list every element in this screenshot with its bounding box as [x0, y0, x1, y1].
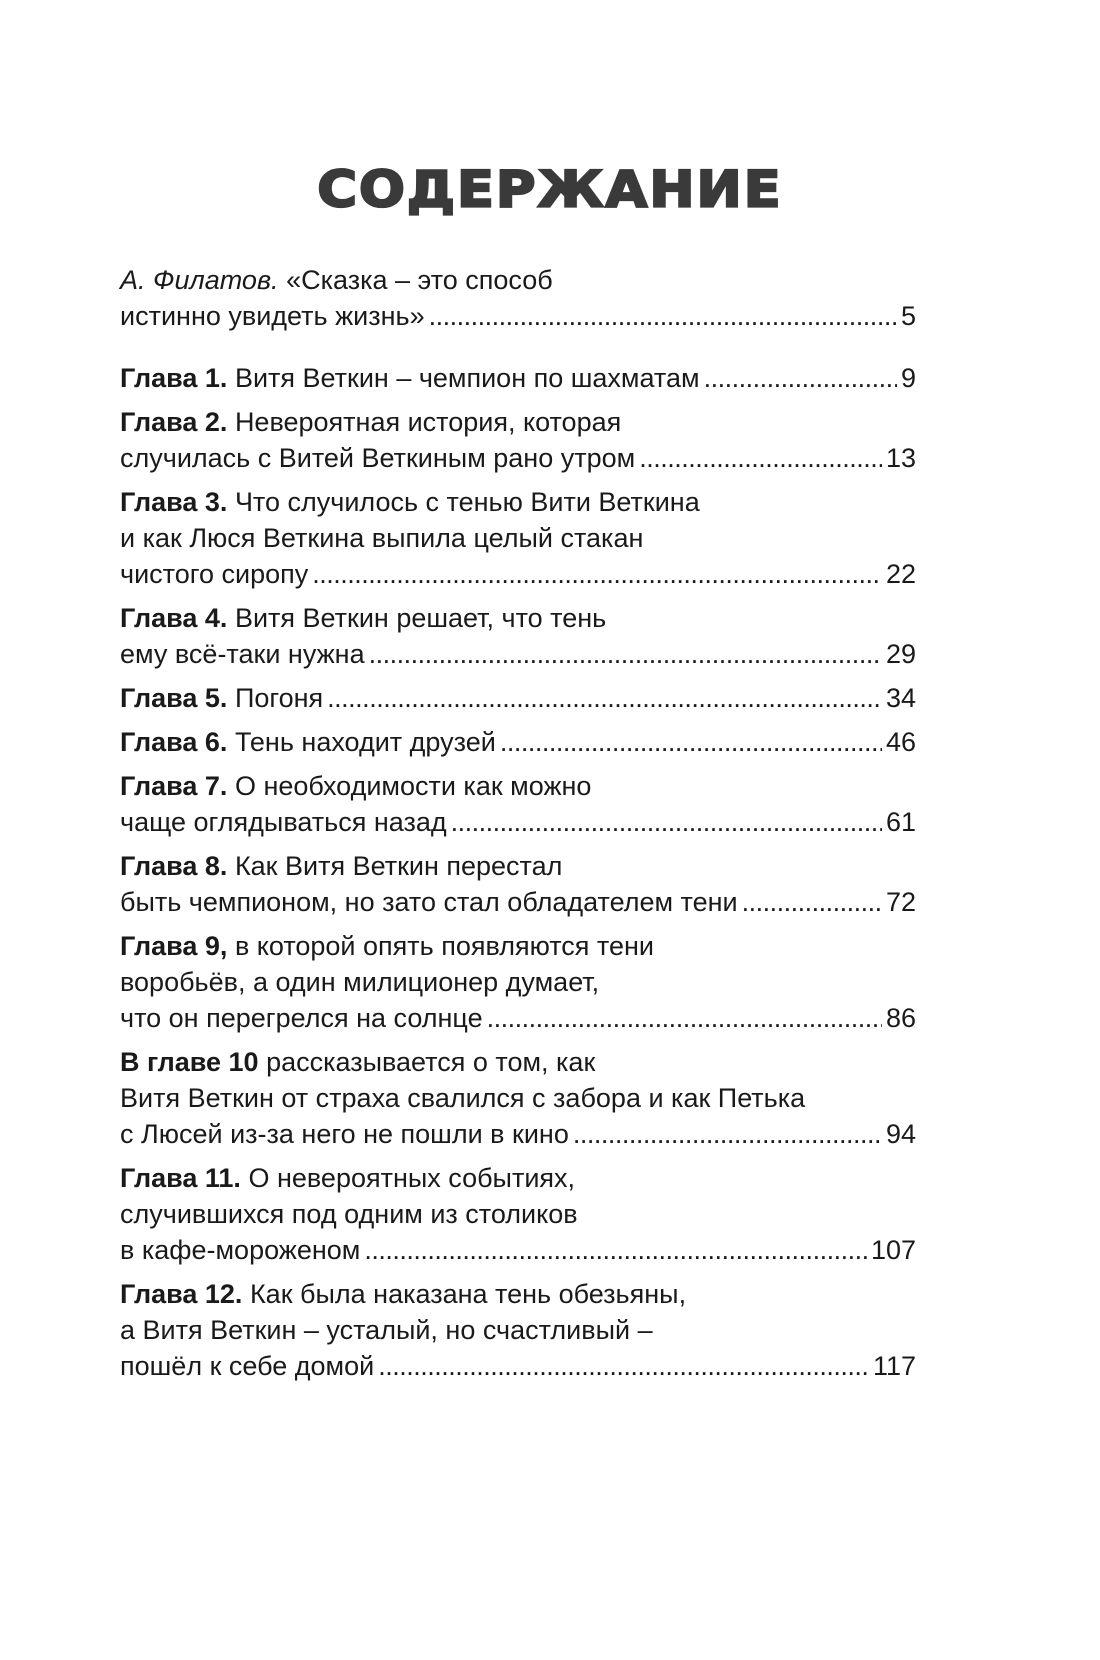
toc-line	[120, 556, 916, 592]
page-number: 46	[885, 727, 916, 757]
chapter-title-line	[120, 1000, 483, 1036]
chapter-title-line	[120, 1047, 595, 1077]
page-number: 5	[900, 301, 916, 331]
chapter-label: Глава 6.	[120, 727, 228, 757]
chapter-label: Глава 4.	[120, 603, 228, 633]
foreword-title-line-1: «Сказка – это способ	[286, 265, 553, 295]
chapter-label: Глава 2.	[120, 407, 228, 437]
toc-line	[120, 724, 916, 760]
toc-line	[120, 298, 916, 334]
page-number: 9	[900, 363, 916, 393]
foreword-title-line-2: истинно увидеть жизнь»	[120, 301, 425, 331]
chapter-title-line	[120, 851, 562, 881]
dot-leader	[639, 440, 882, 476]
foreword-author: А. Филатов.	[120, 265, 279, 295]
toc-line	[120, 804, 916, 840]
toc-entry-chapter	[120, 724, 916, 760]
toc-entry-chapter	[120, 360, 916, 396]
toc-line	[120, 360, 916, 396]
chapter-title-text: О необходимости как можно	[234, 771, 592, 801]
chapter-title-text: в кафе-мороженом	[120, 1235, 361, 1265]
toc-entry-chapter	[120, 600, 916, 672]
chapter-title-line	[120, 771, 591, 801]
toc-entry-chapter	[120, 680, 916, 716]
toc-line	[120, 1080, 916, 1116]
chapter-label: Глава 7.	[120, 771, 228, 801]
chapter-title-text: воробьёв, а один милиционер думает,	[120, 967, 600, 997]
chapter-title-text: а Витя Веткин – усталый, но счастливый –	[120, 1315, 653, 1345]
chapter-title-line	[120, 884, 738, 920]
toc-line	[120, 1196, 916, 1232]
dot-leader	[312, 556, 882, 592]
page-number: 86	[885, 1003, 916, 1033]
chapter-title-text: чистого сиропу	[120, 559, 309, 589]
chapter-title-text: случившихся под одним из столиков	[120, 1199, 578, 1229]
toc-entry-chapter	[120, 848, 916, 920]
page-number: 29	[885, 639, 916, 669]
chapter-title-line	[120, 487, 700, 517]
chapter-title-line	[120, 1199, 578, 1229]
toc-line	[120, 600, 916, 636]
toc-line	[120, 768, 916, 804]
page-number: 13	[885, 443, 916, 473]
chapter-title-line	[120, 1232, 360, 1268]
chapter-title-text: Тень находит друзей	[234, 727, 496, 757]
chapter-title-line	[120, 360, 700, 396]
toc-line	[120, 484, 916, 520]
toc-entry-foreword	[120, 262, 916, 334]
toc-line	[120, 520, 916, 556]
page-number: 72	[885, 887, 916, 917]
toc-line	[120, 636, 916, 672]
chapter-title-text: случилась с Витей Веткиным рано утром	[120, 443, 636, 473]
toc-line	[120, 1232, 916, 1268]
chapter-title-text: что он перегрелся на солнце	[120, 1003, 483, 1033]
toc-entry-chapter	[120, 1160, 916, 1268]
toc-line	[120, 928, 916, 964]
chapter-title-line	[120, 523, 643, 553]
chapter-title-line	[120, 603, 606, 633]
chapter-label: Глава 5.	[120, 683, 228, 713]
chapter-title-text: Погоня	[234, 683, 324, 713]
dot-leader	[704, 360, 897, 396]
toc-line	[120, 680, 916, 716]
chapter-title-line	[120, 1348, 374, 1384]
dot-leader	[573, 1116, 882, 1152]
toc-line	[120, 1000, 916, 1036]
chapter-title-text: Что случилось с тенью Вити Веткина	[234, 487, 700, 517]
chapter-title-text: Невероятная история, которая	[234, 407, 622, 437]
toc-line	[120, 440, 916, 476]
page-number: 94	[885, 1119, 916, 1149]
chapter-label: Глава 3.	[120, 487, 228, 517]
chapter-title-line	[120, 440, 635, 476]
chapter-title-line	[120, 1163, 575, 1193]
chapter-title-text: Как была наказана тень обезьяны,	[249, 1279, 687, 1309]
page-number: 117	[872, 1351, 916, 1381]
chapter-title-text: с Люсей из-за него не пошли в кино	[120, 1119, 569, 1149]
chapter-title-line	[120, 407, 621, 437]
chapter-title-text: ему всё-таки нужна	[120, 639, 365, 669]
chapter-title-text: Витя Веткин от страха свалился с забора и как Петька	[120, 1083, 806, 1113]
chapter-label: Глава 12.	[120, 1279, 243, 1309]
toc-line	[120, 1044, 916, 1080]
chapter-title-text: Витя Веткин решает, что тень	[234, 603, 607, 633]
dot-leader	[500, 724, 882, 760]
dot-leader	[487, 1000, 882, 1036]
page-number: 34	[885, 683, 916, 713]
page-number: 107	[870, 1235, 916, 1265]
chapter-title-text: рассказывается о том, как	[266, 1047, 596, 1077]
table-of-contents	[120, 262, 916, 1384]
chapter-title-line	[120, 967, 599, 997]
toc-line	[120, 404, 916, 440]
chapter-title-line	[120, 724, 496, 760]
toc-line	[120, 262, 916, 298]
toc-line	[120, 964, 916, 1000]
page-title: СОДЕРЖАНИЕ	[317, 160, 783, 219]
chapter-title-line	[120, 680, 323, 716]
chapter-label: Глава 8.	[120, 851, 228, 881]
toc-entry-chapter	[120, 404, 916, 476]
toc-line	[120, 848, 916, 884]
chapter-label: Глава 1.	[120, 363, 228, 393]
chapter-title-text: пошёл к себе домой	[120, 1351, 375, 1381]
dot-leader	[369, 636, 882, 672]
toc-line	[120, 1160, 916, 1196]
chapter-label: Глава 11.	[120, 1163, 241, 1193]
chapter-title-text: в которой опять появляются тени	[234, 931, 654, 961]
chapter-label: В главе 10	[120, 1047, 259, 1077]
chapter-title-text: чаще оглядываться назад	[120, 807, 447, 837]
dot-leader	[451, 804, 882, 840]
toc-line	[120, 1312, 916, 1348]
chapter-title-line	[120, 1116, 569, 1152]
dot-leader	[742, 884, 882, 920]
chapter-title-line	[120, 931, 654, 961]
chapter-title-text: быть чемпионом, но зато стал обладателем тени	[120, 887, 738, 917]
dot-leader	[364, 1232, 867, 1268]
toc-line	[120, 1116, 916, 1152]
chapter-title-line	[120, 804, 447, 840]
toc-line	[120, 884, 916, 920]
chapter-title-text: О невероятных событиях,	[248, 1163, 576, 1193]
toc-entry-chapter	[120, 1276, 916, 1384]
dot-leader	[327, 680, 882, 716]
page-number: 61	[885, 807, 916, 837]
toc-line	[120, 1348, 916, 1384]
chapter-title-line	[120, 636, 365, 672]
chapter-title-line	[120, 1279, 686, 1309]
toc-line	[120, 1276, 916, 1312]
page-number: 22	[885, 559, 916, 589]
toc-entry-chapter	[120, 484, 916, 592]
chapter-title-text: Витя Веткин – чемпион по шахматам	[234, 363, 700, 393]
chapter-label: Глава 9,	[120, 931, 228, 961]
chapter-title-line	[120, 556, 308, 592]
toc-entry-chapter	[120, 1044, 916, 1152]
chapter-title-line	[120, 1315, 653, 1345]
chapter-title-line	[120, 1083, 805, 1113]
dot-leader	[429, 298, 897, 334]
chapter-title-text: Как Витя Веткин перестал	[234, 851, 563, 881]
dot-leader	[378, 1348, 869, 1384]
toc-entry-chapter	[120, 928, 916, 1036]
chapter-title-text: и как Люся Веткина выпила целый стакан	[120, 523, 644, 553]
toc-entry-chapter	[120, 768, 916, 840]
